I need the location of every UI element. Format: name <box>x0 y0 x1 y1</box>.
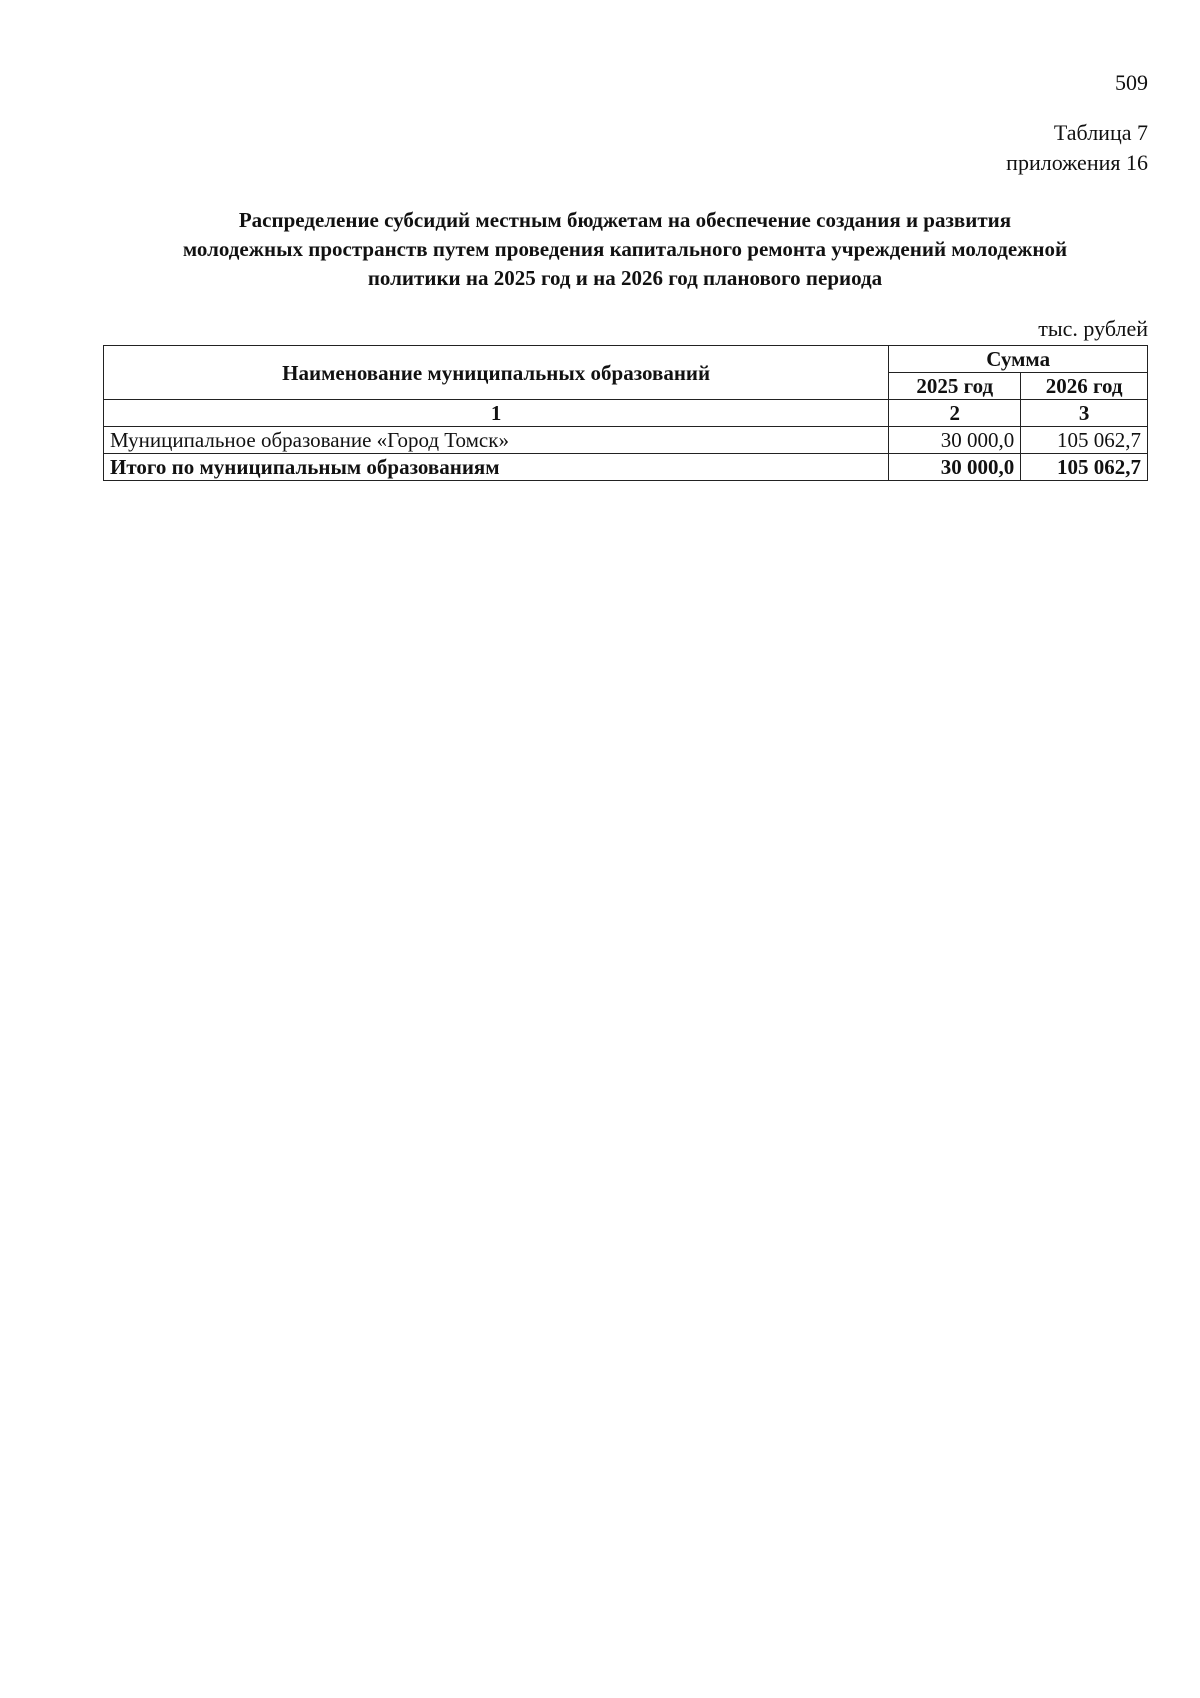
units-label: тыс. рублей <box>1038 316 1148 341</box>
subsidy-table <box>103 345 1148 481</box>
document-title <box>100 206 1150 293</box>
header-year-2025: 2025 год <box>889 373 1021 400</box>
appendix-number: приложения 16 <box>1006 150 1148 175</box>
title-line-3: политики на 2025 год и на 2026 год планового периода <box>367 266 883 290</box>
total-row <box>104 454 1148 481</box>
amount-2026: 105 062,7 <box>1021 427 1148 454</box>
total-2025: 30 000,0 <box>889 454 1021 481</box>
column-number: 2 <box>889 400 1021 427</box>
total-label: Итого по муниципальным образованиям <box>104 454 889 481</box>
header-name: Наименование муниципальных образований <box>104 346 889 400</box>
header-sum: Сумма <box>889 346 1148 373</box>
column-number: 3 <box>1021 400 1148 427</box>
appendix-reference <box>1006 118 1148 178</box>
table-row <box>104 427 1148 454</box>
header-row <box>104 346 1148 373</box>
column-number: 1 <box>104 400 889 427</box>
title-line-2: молодежных пространств путем проведения капитального ремонта учреждений молодежной <box>182 237 1068 261</box>
amount-2025: 30 000,0 <box>889 427 1021 454</box>
header-year-2026: 2026 год <box>1021 373 1148 400</box>
column-numbers-row <box>104 400 1148 427</box>
table-number: Таблица 7 <box>1053 120 1148 145</box>
title-line-1: Распределение субсидий местным бюджетам на обеспечение создания и развития <box>238 208 1012 232</box>
municipality-name: Муниципальное образование «Город Томск» <box>104 427 889 454</box>
total-2026: 105 062,7 <box>1021 454 1148 481</box>
page-number: 509 <box>1115 70 1148 95</box>
